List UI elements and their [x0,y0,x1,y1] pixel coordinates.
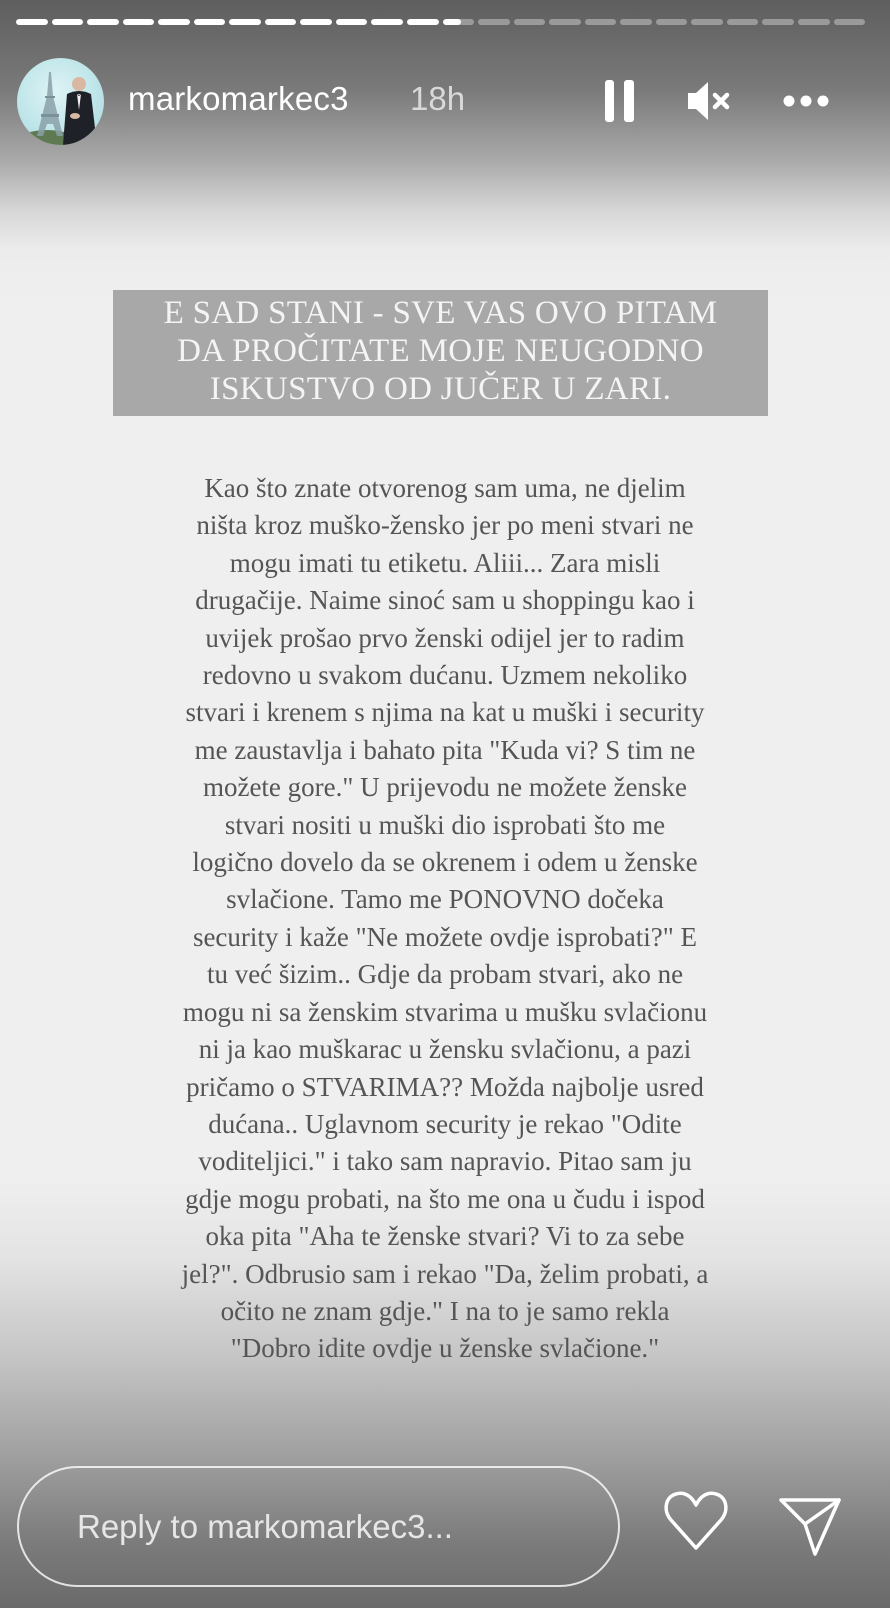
progress-segment [265,19,297,25]
body-line: očito ne znam gdje." I na to je samo rekla [220,1295,670,1326]
body-line: stvari i krenem s njima na kat u muški i security [185,697,705,728]
body-line: gdje mogu probati, na što me ona u čudu i ispod [185,1183,705,1214]
more-options-button[interactable] [782,90,832,112]
reply-input[interactable] [17,1466,620,1587]
headline-line: ISKUSTVO OD JUČER U ZARI. [209,371,672,407]
progress-segment [407,19,439,25]
mute-button[interactable] [684,80,734,122]
speaker-muted-icon [684,80,734,122]
username[interactable]: markomarkec3 [128,80,349,117]
heart-icon [662,1490,730,1552]
progress-segment [300,19,332,25]
story-timestamp: 18h [410,80,466,117]
progress-segment [194,19,226,25]
progress-segment [514,19,546,25]
avatar[interactable] [17,58,104,145]
progress-segment [229,19,261,25]
progress-segment [656,19,688,25]
progress-segment [443,19,475,25]
progress-segment [87,19,119,25]
story-headline [113,290,768,416]
send-button[interactable] [775,1494,845,1558]
headline-line: DA PROČITATE MOJE NEUGODNO [177,333,704,369]
body-line: mogu ni sa ženskim stvarima u mušku svlačionu [182,996,708,1027]
body-line: svlačione. Tamo me PONOVNO dočeka [226,884,664,915]
body-line: uvijek prošao prvo ženski odijel jer to radim [205,622,685,653]
story-progress-bar [16,19,865,25]
progress-segment [798,19,830,25]
body-line: stvari nositi u muški dio isprobati što me [224,809,666,840]
progress-segment [691,19,723,25]
story-header [0,58,890,146]
body-line: security i kaže "Ne možete ovdje isprobati?" E [192,921,698,952]
body-line: logično dovelo da se okrenem i odem u ženske [192,847,698,878]
avatar-image [17,58,104,145]
pause-icon [603,78,637,124]
body-line: oka pita "Aha te ženske stvari? Vi to za sebe [205,1221,685,1252]
progress-segment [727,19,759,25]
body-line: ni ja kao muškarac u žensku svlačionu, a pazi [198,1034,692,1065]
more-horizontal-icon [782,90,832,112]
progress-segment [762,19,794,25]
body-line: voditeljici." i tako sam napravio. Pitao sam ju [198,1146,692,1177]
body-line: dućana.. Uglavnom security je rekao "Odite [208,1108,682,1139]
progress-segment [478,19,510,25]
body-line: Kao što znate otvorenog sam uma, ne djelim [204,473,686,503]
body-line: redovno u svakom dućanu. Uzmem nekoliko [202,660,688,691]
pause-button[interactable] [603,78,637,124]
progress-segment [620,19,652,25]
story-body-text [100,470,790,1368]
progress-segment [585,19,617,25]
body-line: jel?". Odbrusio sam i rekao "Da, želim probati, a [181,1258,709,1289]
progress-segment [158,19,190,25]
body-line: tu već šizim.. Gdje da probam stvari, ako ne [206,959,684,990]
reply-placeholder: Reply to markomarkec3... [77,1507,453,1545]
body-line: drugačije. Naime sinoć sam u shoppingu kao i [195,585,695,616]
progress-segment [549,19,581,25]
send-icon [775,1494,845,1558]
body-line: pričamo o STVARIMA?? Možda najbolje usred [186,1071,704,1102]
progress-segment [834,19,866,25]
body-line: ništa kroz muško-žensko jer po meni stvari ne [196,510,694,541]
body-line: "Dobro idite ovdje u ženske svlačione." [230,1333,660,1364]
progress-segment [52,19,84,25]
body-line: mogu imati tu etiketu. Aliii... Zara misli [229,547,661,578]
progress-segment [336,19,368,25]
progress-segment [371,19,403,25]
headline-line: E SAD STANI - SVE VAS OVO PITAM [163,295,718,331]
body-line: možete gore." U prijevodu ne možete ženske [202,772,688,803]
progress-segment [123,19,155,25]
like-button[interactable] [662,1490,730,1552]
progress-segment [16,19,48,25]
body-line: me zaustavlja i bahato pita "Kuda vi? S tim ne [194,734,696,765]
